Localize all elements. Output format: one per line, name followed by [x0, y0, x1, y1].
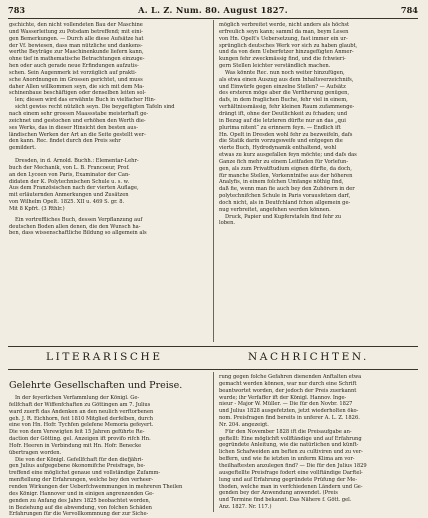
text-line: nom. Preisfragen find bereits in unferer A. L. Z. 1826.	[219, 415, 360, 422]
text-line: gemacht werden können, war nur durch eine Schrift	[219, 380, 357, 387]
text-line: schinenbaue beschäftigen oder denselben leiten sol-	[9, 90, 146, 97]
text-line: mit erläuternden Anmerkungen und Zusätzen	[9, 192, 129, 199]
text-line: den kann. Rec. findet durch den Preis sehr	[9, 138, 121, 145]
text-line: der Vf. bewiesen, dass man nützliche und dankens-	[9, 42, 143, 49]
text-line: Was könnte Rec. nun noch weiter hinzufügen,	[225, 69, 345, 76]
left-top-text	[9, 22, 207, 152]
page-header	[8, 5, 418, 17]
text-line: Nr. 204. angezeigt.	[219, 421, 269, 428]
text-line: renden Wirkungen der Ueberfchwemmungen in mehreren Theilen	[9, 483, 183, 490]
running-title: A. L. Z. Num. 80. August 1827.	[138, 5, 288, 15]
text-line: ausgeftellte Preisfrage fodert eine vollftändige Darftel-	[219, 469, 363, 476]
left-column-top	[9, 22, 207, 237]
text-line: geh. J. R. Eichhorn, feit 1810 Mitglied derfelben, durch	[9, 415, 154, 422]
text-line: thoden, welche man in verfchiedenen Ländern und Ge-	[219, 483, 363, 490]
text-line: wurde; ihr Verfaffer ift der Königl. Hannov. Inge-	[219, 394, 347, 401]
text-line: von Wilhelm Opelt. 1825. XII u. 469 S. gr. 8.	[9, 199, 125, 206]
text-line: daß fie, wenn man fie auch bey den Zuhörern in der	[219, 186, 355, 193]
text-line: deutschen Boden allen denen, die den Wunsch ha-	[9, 223, 141, 230]
text-line: schen. Sein Augenmerk ist vorzüglich auf prakti-	[9, 69, 137, 76]
text-line: In der feyerlichen Verfammlung der Königl. Ge-	[15, 395, 140, 401]
text-line: des Königr. Hannover und in einigen angrenzenden Ge-	[9, 490, 154, 497]
text-line: drängt ift, ohne der Deutlichkeit zu fchaden; und	[219, 110, 348, 117]
right-column-bottom	[219, 374, 417, 511]
text-line: rung gegen folche Gefahren dienenden Anftalten etwa	[219, 374, 362, 380]
text-line: gen Julius aufgegebene ökonomifche Preisfrage, be-	[9, 463, 146, 470]
text-line: in Beziehung auf die abwendung, von folchen Schäden	[9, 504, 152, 511]
header-rule	[8, 18, 418, 19]
subsection-heading: Gelehrte Gesellschaften und Preise.	[9, 380, 183, 391]
text-line: Analyfis, in einem folchen Umfange nöthig find,	[219, 179, 344, 186]
section-banner	[8, 346, 418, 370]
page-number-right: 784	[400, 5, 418, 15]
page-number-left: 783	[8, 5, 26, 15]
review-entry	[9, 158, 207, 213]
lower-right-text	[219, 374, 417, 511]
text-line: theilhaftesten anzulegen find? — Die für den Julius 1829	[219, 462, 367, 469]
text-line: Für den November 1828 ift die Preisaufgabe an-	[225, 428, 352, 435]
text-line: hen oder auch gerade neue Erfindungen aufzutis-	[9, 63, 139, 70]
text-line: Ein vortreffliches Buch, dessen Verpflanzung auf	[15, 216, 143, 223]
text-line: nieur - Major W. Müller. — Die für den Novbr. 1827	[219, 401, 353, 408]
text-line: geftellt: Eine möglichft vollftändige und auf Erfahrung	[219, 435, 362, 442]
text-line: Erfahrungen für die Vervollkommnung der zur Siche-	[9, 511, 149, 518]
column-divider-bottom	[213, 372, 214, 512]
left-column-bottom	[9, 395, 207, 518]
text-line: lung und auf Erfahrung gegründete Prüfung der Me-	[219, 476, 358, 483]
text-line: von Hn. Opelt's Uebersetzung, fast immer ein ur-	[219, 35, 348, 42]
text-line: Hofr. Heeren in Verbindung mit Hn. Hofr. Benecke	[9, 442, 142, 449]
column-divider-top	[213, 20, 214, 342]
text-line: in Bezug auf die letzteren dürfte nur an das „qui	[219, 117, 346, 124]
text-line: übertragen worden.	[9, 449, 62, 456]
text-line: treffend eine möglichst genaue und vollständige Zufamm-	[9, 470, 161, 477]
review-opening	[9, 217, 207, 238]
right-top-text	[219, 22, 417, 227]
text-line: Mit 8 Kpfrt. (3 Rthlr.)	[9, 205, 65, 212]
text-line: und Termine find bekannt. Das Nähere f. Gött. gel.	[219, 497, 352, 504]
text-line: nach einem sehr grossen Maassstabe meisterhaft ge-	[9, 110, 149, 117]
text-line: doch nicht, als in Deutfchland fchon allgemein ge-	[219, 199, 351, 206]
text-line: dafs, in dem fraglichen Buche, fehr viel in einem,	[219, 97, 348, 104]
text-line: verhältnissmässig, fehr kleinen Raum zufammenge-	[219, 104, 355, 111]
text-line: Die von der Königl. Gefellfchaft für den diefjähri-	[15, 456, 144, 463]
text-line: sche Anordnungen im Grossen gerichtet, und muss	[9, 76, 143, 83]
text-line: als etwa einen Auszug aus dem Inhaltsverzeichnifs,	[219, 76, 354, 83]
text-line: und Wasserleitung zu Potsdam betreffend; mit eini-	[9, 28, 143, 35]
text-line: sprünglich deutsches Werk vor sich zu haben glaubt,	[219, 42, 358, 49]
text-line: ohne tief in mathematische Betrachtungen einzuge-	[9, 56, 145, 63]
text-line: und Julius 1828 ausgefetzten, jetzt wiederholten öko-	[219, 408, 359, 415]
text-line: sicht gewiss recht nützlich seyn. Die beygefügten Tafeln sind	[15, 104, 175, 111]
text-line: des ersteren möge aber die Verfiherung genügen,	[219, 90, 350, 97]
text-line: nug verbreitet, angefehen werden können.	[219, 206, 331, 213]
text-line: Druck, Papier und Kupferstafeln find fehr zu	[225, 213, 342, 220]
text-line: kungen fehr zweckmässig find, und die fchwieri-	[219, 56, 346, 63]
section-title-right: NACHRICHTEN.	[248, 351, 369, 363]
text-line: ländischen Werken der Art an die Seite gestellt wer-	[9, 131, 146, 138]
text-line: gemildert.	[9, 145, 36, 152]
lower-left-text	[9, 395, 207, 518]
text-line: und da von dem Ueberfetzer hinzugefügten Anmer-	[219, 49, 354, 56]
text-line: didaten der K. Polytechnischen Schule u. s. w.	[9, 178, 130, 185]
text-line: die Statik darin vorzugsweife und entgegen die	[219, 138, 343, 145]
text-line: fellfchaft der Wiffenfchaften zu Göttingen am 7. Julius	[9, 401, 151, 408]
right-column-top	[219, 22, 417, 227]
text-line: etwas zu kurz ausgefallen feyn möchte; und dafs das	[219, 152, 357, 159]
text-line: gschichte, den nicht vollendeten Bau der Maschine	[9, 22, 143, 28]
text-line: vierte Buch, Hydrodynamik enthaltend, wohl	[219, 145, 337, 152]
text-line: beantwortet worden, der jedoch der Preis zuerkannt	[219, 387, 357, 394]
text-line: gen Bemerkungen. — Durch alle diese Aufsätze hat	[9, 35, 144, 42]
text-line: gern Stellen leichter verständlich machen.	[219, 63, 331, 70]
text-line: ben, dass wissenschaftliche Bildung so allgemein als	[9, 230, 147, 237]
section-title-left: LITERARISCHE	[46, 351, 163, 363]
text-line: menftellung der Erfahrungen, welche bey den verheer-	[9, 477, 154, 484]
text-line: Die von dem Verewigten feit 15 Jahren geführte Re-	[9, 429, 145, 436]
text-line: und Einwürfe gegen einzelne Stellen? — Aufsätz	[219, 83, 346, 90]
text-line: polytechnifchen Schule in Paris vorausfetzen darf,	[219, 193, 351, 200]
text-line: daher Allen willkommen seyn, die sich mit dem Ma-	[9, 83, 145, 90]
text-line: Hn. Opelt in Dresden wohl fehr zu bezweifeln, dafs	[219, 131, 353, 138]
text-line: beffern, und wie fie ietzten in unferm Klima am vor-	[219, 456, 355, 463]
text-line: zeichnet und gestochen und erhöhen den Werth die-	[9, 117, 146, 124]
text-line: ward zuerft das Andenken an den neulich verftorbenen	[9, 408, 154, 415]
text-line: lichen Schafweiden am beften zu cultiviren und zu ver-	[219, 449, 363, 456]
text-line: gegründete Anleitung, wie die natürlichen und künft-	[219, 442, 359, 449]
text-line: eine von Hn. Hofr. Tychfen gelefene Memoria gefeyert.	[9, 422, 154, 429]
text-line: an den Lyceen von Paris, Examinator der Can-	[9, 171, 131, 178]
text-line: gen, als zum Privatftudium eignen dürfte, da doch,	[219, 165, 352, 172]
text-line: für manche Stellen, Vorkenntnifse aus der höheren	[219, 172, 353, 179]
text-line: Aus dem Französischen nach der vierten Auflage,	[9, 185, 139, 192]
text-line: ses Werks, das in dieser Hinsicht den besten aus-	[9, 124, 138, 131]
text-line: loben.	[219, 220, 236, 227]
text-line: plurima nitent“ zu erinnern feyn. — Endlich ift	[219, 124, 341, 131]
text-line: genden bey der Anwendung anwendet. (Preis	[219, 490, 338, 497]
text-line: erfreulich seyn kann; samml da man, beym Lesen	[219, 28, 349, 35]
text-line: daction der Götting. gel. Anzeigen ift provifo rifch Hn.	[9, 436, 151, 443]
text-line: buch der Mechanik, von L. B. Francoeur, Prof.	[9, 164, 130, 171]
text-line: len; diesen wird das erwähnte Buch in vielfacher Hin-	[15, 97, 156, 104]
text-line: möglich verbreitet werde, nicht anders als höchst	[219, 22, 350, 28]
text-line: Ganze fich mehr zu einem Leitfaden für Vorlefun-	[219, 158, 349, 165]
text-line: Dresden, in d. Arnold. Buchh.: Elementar-Lehr-	[15, 158, 139, 165]
text-line: Anz. 1827. Nr. 117.)	[219, 504, 272, 511]
text-line: werthe Beyträge zur Maschinenkunde liefern kann,	[9, 49, 144, 56]
text-line: genden zu Anfang des Jahrs 1825 beobachtet worden,	[9, 497, 151, 504]
